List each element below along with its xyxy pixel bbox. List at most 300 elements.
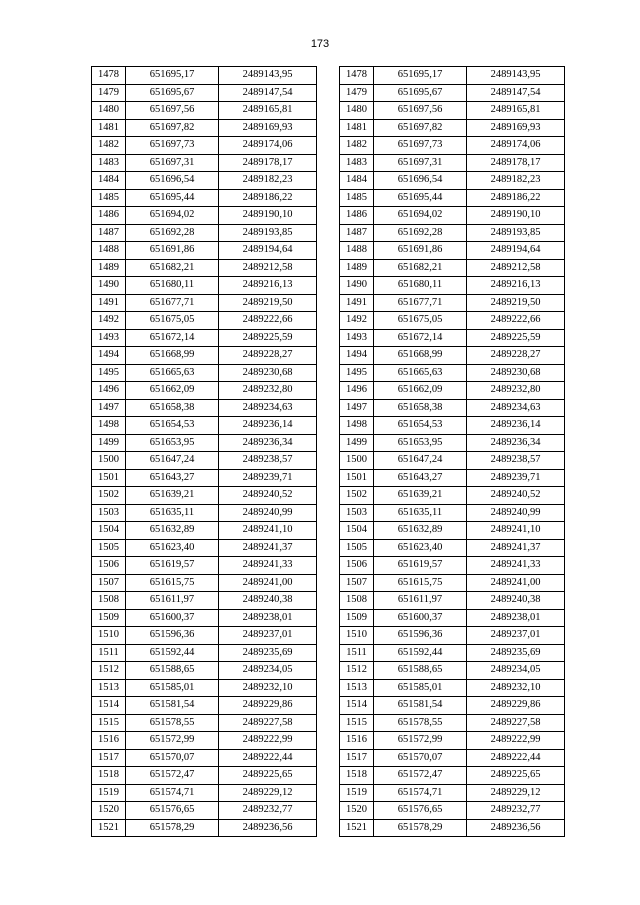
point-number-cell: 1485 — [340, 189, 374, 207]
y-coordinate-cell: 2489235,69 — [219, 644, 317, 662]
x-coordinate-cell: 651576,65 — [374, 802, 467, 820]
point-number-cell: 1496 — [340, 382, 374, 400]
y-coordinate-cell: 2489147,54 — [467, 84, 565, 102]
x-coordinate-cell: 651675,05 — [374, 312, 467, 330]
x-coordinate-cell: 651677,71 — [374, 294, 467, 312]
table-row — [92, 487, 317, 505]
table-row — [92, 364, 317, 382]
table-row — [92, 714, 317, 732]
point-number-cell: 1515 — [340, 714, 374, 732]
y-coordinate-cell: 2489237,01 — [219, 627, 317, 645]
x-coordinate-cell: 651619,57 — [126, 557, 219, 575]
point-number-cell: 1493 — [92, 329, 126, 347]
x-coordinate-cell: 651635,11 — [126, 504, 219, 522]
table-row — [340, 697, 565, 715]
x-coordinate-cell: 651570,07 — [126, 749, 219, 767]
y-coordinate-cell: 2489237,01 — [467, 627, 565, 645]
point-number-cell: 1518 — [340, 767, 374, 785]
point-number-cell: 1512 — [92, 662, 126, 680]
x-coordinate-cell: 651654,53 — [374, 417, 467, 435]
table-row — [340, 137, 565, 155]
point-number-cell: 1507 — [92, 574, 126, 592]
y-coordinate-cell: 2489182,23 — [219, 172, 317, 190]
x-coordinate-cell: 651588,65 — [374, 662, 467, 680]
table-row — [92, 679, 317, 697]
table-row — [92, 242, 317, 260]
y-coordinate-cell: 2489222,44 — [219, 749, 317, 767]
x-coordinate-cell: 651695,67 — [126, 84, 219, 102]
x-coordinate-cell: 651696,54 — [374, 172, 467, 190]
point-number-cell: 1506 — [340, 557, 374, 575]
point-number-cell: 1509 — [340, 609, 374, 627]
y-coordinate-cell: 2489239,71 — [467, 469, 565, 487]
x-coordinate-cell: 651694,02 — [126, 207, 219, 225]
point-number-cell: 1506 — [92, 557, 126, 575]
y-coordinate-cell: 2489236,34 — [467, 434, 565, 452]
x-coordinate-cell: 651578,29 — [126, 819, 219, 837]
table-row — [340, 732, 565, 750]
table-row — [340, 662, 565, 680]
y-coordinate-cell: 2489232,80 — [467, 382, 565, 400]
y-coordinate-cell: 2489229,12 — [467, 784, 565, 802]
y-coordinate-cell: 2489143,95 — [467, 67, 565, 85]
point-number-cell: 1500 — [92, 452, 126, 470]
point-number-cell: 1491 — [340, 294, 374, 312]
table-row — [92, 469, 317, 487]
point-number-cell: 1505 — [92, 539, 126, 557]
y-coordinate-cell: 2489143,95 — [219, 67, 317, 85]
x-coordinate-cell: 651654,53 — [126, 417, 219, 435]
point-number-cell: 1483 — [92, 154, 126, 172]
x-coordinate-cell: 651585,01 — [374, 679, 467, 697]
y-coordinate-cell: 2489222,66 — [467, 312, 565, 330]
y-coordinate-cell: 2489229,86 — [467, 697, 565, 715]
point-number-cell: 1478 — [92, 67, 126, 85]
point-number-cell: 1484 — [92, 172, 126, 190]
x-coordinate-cell: 651635,11 — [374, 504, 467, 522]
table-row — [340, 592, 565, 610]
x-coordinate-cell: 651623,40 — [374, 539, 467, 557]
x-coordinate-cell: 651694,02 — [374, 207, 467, 225]
x-coordinate-cell: 651600,37 — [374, 609, 467, 627]
y-coordinate-cell: 2489241,00 — [219, 574, 317, 592]
point-number-cell: 1488 — [92, 242, 126, 260]
point-number-cell: 1518 — [92, 767, 126, 785]
y-coordinate-cell: 2489241,37 — [219, 539, 317, 557]
y-coordinate-cell: 2489228,27 — [467, 347, 565, 365]
point-number-cell: 1497 — [92, 399, 126, 417]
x-coordinate-cell: 651672,14 — [126, 329, 219, 347]
table-row — [340, 627, 565, 645]
y-coordinate-cell: 2489194,64 — [219, 242, 317, 260]
point-number-cell: 1498 — [340, 417, 374, 435]
table-row — [92, 207, 317, 225]
x-coordinate-cell: 651695,17 — [374, 67, 467, 85]
point-number-cell: 1479 — [340, 84, 374, 102]
point-number-cell: 1508 — [340, 592, 374, 610]
x-coordinate-cell: 651658,38 — [126, 399, 219, 417]
coordinates-table-right-body — [340, 67, 565, 837]
table-row — [92, 592, 317, 610]
table-row — [92, 67, 317, 85]
point-number-cell: 1502 — [92, 487, 126, 505]
x-coordinate-cell: 651570,07 — [374, 749, 467, 767]
table-row — [340, 417, 565, 435]
y-coordinate-cell: 2489174,06 — [219, 137, 317, 155]
point-number-cell: 1512 — [340, 662, 374, 680]
y-coordinate-cell: 2489227,58 — [467, 714, 565, 732]
table-row — [340, 469, 565, 487]
y-coordinate-cell: 2489240,38 — [219, 592, 317, 610]
table-row — [340, 189, 565, 207]
table-row — [340, 504, 565, 522]
y-coordinate-cell: 2489178,17 — [219, 154, 317, 172]
table-row — [92, 662, 317, 680]
point-number-cell: 1492 — [340, 312, 374, 330]
y-coordinate-cell: 2489241,00 — [467, 574, 565, 592]
table-row — [92, 399, 317, 417]
table-row — [92, 259, 317, 277]
y-coordinate-cell: 2489232,10 — [219, 679, 317, 697]
table-row — [340, 557, 565, 575]
x-coordinate-cell: 651691,86 — [126, 242, 219, 260]
x-coordinate-cell: 651653,95 — [126, 434, 219, 452]
x-coordinate-cell: 651643,27 — [374, 469, 467, 487]
table-row — [92, 557, 317, 575]
coordinates-table-left-body — [92, 67, 317, 837]
point-number-cell: 1480 — [340, 102, 374, 120]
y-coordinate-cell: 2489193,85 — [467, 224, 565, 242]
x-coordinate-cell: 651677,71 — [126, 294, 219, 312]
table-row — [340, 312, 565, 330]
point-number-cell: 1482 — [340, 137, 374, 155]
y-coordinate-cell: 2489229,12 — [219, 784, 317, 802]
y-coordinate-cell: 2489241,37 — [467, 539, 565, 557]
x-coordinate-cell: 651665,63 — [374, 364, 467, 382]
x-coordinate-cell: 651585,01 — [126, 679, 219, 697]
y-coordinate-cell: 2489222,66 — [219, 312, 317, 330]
x-coordinate-cell: 651697,56 — [126, 102, 219, 120]
point-number-cell: 1516 — [340, 732, 374, 750]
x-coordinate-cell: 651697,31 — [374, 154, 467, 172]
table-row — [92, 767, 317, 785]
x-coordinate-cell: 651574,71 — [126, 784, 219, 802]
x-coordinate-cell: 651572,99 — [374, 732, 467, 750]
table-row — [92, 382, 317, 400]
table-row — [92, 329, 317, 347]
point-number-cell: 1508 — [92, 592, 126, 610]
y-coordinate-cell: 2489236,14 — [219, 417, 317, 435]
table-row — [340, 364, 565, 382]
point-number-cell: 1515 — [92, 714, 126, 732]
y-coordinate-cell: 2489232,77 — [467, 802, 565, 820]
table-row — [92, 504, 317, 522]
point-number-cell: 1482 — [92, 137, 126, 155]
point-number-cell: 1519 — [340, 784, 374, 802]
table-row — [92, 119, 317, 137]
y-coordinate-cell: 2489230,68 — [467, 364, 565, 382]
x-coordinate-cell: 651619,57 — [374, 557, 467, 575]
x-coordinate-cell: 651611,97 — [126, 592, 219, 610]
x-coordinate-cell: 651596,36 — [374, 627, 467, 645]
table-row — [340, 522, 565, 540]
point-number-cell: 1499 — [340, 434, 374, 452]
y-coordinate-cell: 2489225,65 — [219, 767, 317, 785]
table-row — [92, 609, 317, 627]
y-coordinate-cell: 2489212,58 — [467, 259, 565, 277]
table-row — [340, 67, 565, 85]
y-coordinate-cell: 2489222,44 — [467, 749, 565, 767]
y-coordinate-cell: 2489182,23 — [467, 172, 565, 190]
table-row — [92, 539, 317, 557]
y-coordinate-cell: 2489239,71 — [219, 469, 317, 487]
x-coordinate-cell: 651695,17 — [126, 67, 219, 85]
y-coordinate-cell: 2489228,27 — [219, 347, 317, 365]
point-number-cell: 1490 — [340, 277, 374, 295]
y-coordinate-cell: 2489212,58 — [219, 259, 317, 277]
x-coordinate-cell: 651592,44 — [126, 644, 219, 662]
x-coordinate-cell: 651572,99 — [126, 732, 219, 750]
point-number-cell: 1478 — [340, 67, 374, 85]
x-coordinate-cell: 651680,11 — [374, 277, 467, 295]
x-coordinate-cell: 651578,55 — [374, 714, 467, 732]
y-coordinate-cell: 2489174,06 — [467, 137, 565, 155]
y-coordinate-cell: 2489186,22 — [467, 189, 565, 207]
y-coordinate-cell: 2489232,10 — [467, 679, 565, 697]
table-row — [340, 609, 565, 627]
point-number-cell: 1488 — [340, 242, 374, 260]
table-row — [92, 189, 317, 207]
y-coordinate-cell: 2489234,05 — [219, 662, 317, 680]
table-row — [92, 154, 317, 172]
point-number-cell: 1513 — [340, 679, 374, 697]
point-number-cell: 1492 — [92, 312, 126, 330]
point-number-cell: 1510 — [340, 627, 374, 645]
x-coordinate-cell: 651653,95 — [374, 434, 467, 452]
x-coordinate-cell: 651697,82 — [126, 119, 219, 137]
table-row — [340, 487, 565, 505]
table-row — [92, 627, 317, 645]
x-coordinate-cell: 651581,54 — [126, 697, 219, 715]
table-row — [92, 784, 317, 802]
table-row — [340, 767, 565, 785]
y-coordinate-cell: 2489219,50 — [467, 294, 565, 312]
y-coordinate-cell: 2489194,64 — [467, 242, 565, 260]
table-row — [92, 347, 317, 365]
x-coordinate-cell: 651639,21 — [374, 487, 467, 505]
x-coordinate-cell: 651576,65 — [126, 802, 219, 820]
table-row — [92, 102, 317, 120]
x-coordinate-cell: 651680,11 — [126, 277, 219, 295]
y-coordinate-cell: 2489236,34 — [219, 434, 317, 452]
table-row — [340, 452, 565, 470]
point-number-cell: 1495 — [340, 364, 374, 382]
y-coordinate-cell: 2489190,10 — [467, 207, 565, 225]
table-row — [92, 452, 317, 470]
page-number: 173 — [310, 38, 330, 50]
point-number-cell: 1484 — [340, 172, 374, 190]
table-row — [92, 312, 317, 330]
point-number-cell: 1501 — [340, 469, 374, 487]
coordinates-table-left — [91, 66, 317, 837]
x-coordinate-cell: 651682,21 — [126, 259, 219, 277]
table-row — [92, 697, 317, 715]
point-number-cell: 1514 — [340, 697, 374, 715]
table-row — [340, 102, 565, 120]
x-coordinate-cell: 651662,09 — [126, 382, 219, 400]
y-coordinate-cell: 2489241,10 — [219, 522, 317, 540]
point-number-cell: 1503 — [340, 504, 374, 522]
x-coordinate-cell: 651615,75 — [374, 574, 467, 592]
x-coordinate-cell: 651697,31 — [126, 154, 219, 172]
table-row — [340, 539, 565, 557]
point-number-cell: 1504 — [92, 522, 126, 540]
table-row — [340, 207, 565, 225]
table-row — [92, 819, 317, 837]
table-row — [340, 819, 565, 837]
y-coordinate-cell: 2489241,33 — [467, 557, 565, 575]
y-coordinate-cell: 2489219,50 — [219, 294, 317, 312]
table-row — [92, 277, 317, 295]
y-coordinate-cell: 2489222,99 — [467, 732, 565, 750]
point-number-cell: 1510 — [92, 627, 126, 645]
x-coordinate-cell: 651632,89 — [126, 522, 219, 540]
table-row — [340, 749, 565, 767]
y-coordinate-cell: 2489236,14 — [467, 417, 565, 435]
y-coordinate-cell: 2489169,93 — [467, 119, 565, 137]
table-row — [92, 434, 317, 452]
y-coordinate-cell: 2489222,99 — [219, 732, 317, 750]
table-row — [92, 574, 317, 592]
table-row — [92, 802, 317, 820]
point-number-cell: 1481 — [92, 119, 126, 137]
table-row — [340, 784, 565, 802]
y-coordinate-cell: 2489165,81 — [219, 102, 317, 120]
table-row — [340, 399, 565, 417]
coordinates-table-right — [339, 66, 565, 837]
point-number-cell: 1513 — [92, 679, 126, 697]
point-number-cell: 1486 — [92, 207, 126, 225]
x-coordinate-cell: 651578,29 — [374, 819, 467, 837]
y-coordinate-cell: 2489240,52 — [467, 487, 565, 505]
point-number-cell: 1498 — [92, 417, 126, 435]
y-coordinate-cell: 2489193,85 — [219, 224, 317, 242]
x-coordinate-cell: 651588,65 — [126, 662, 219, 680]
point-number-cell: 1494 — [340, 347, 374, 365]
y-coordinate-cell: 2489234,63 — [219, 399, 317, 417]
table-row — [340, 224, 565, 242]
table-row — [340, 294, 565, 312]
table-row — [340, 714, 565, 732]
x-coordinate-cell: 651578,55 — [126, 714, 219, 732]
table-row — [340, 802, 565, 820]
point-number-cell: 1493 — [340, 329, 374, 347]
point-number-cell: 1517 — [92, 749, 126, 767]
table-row — [340, 644, 565, 662]
y-coordinate-cell: 2489241,10 — [467, 522, 565, 540]
x-coordinate-cell: 651675,05 — [126, 312, 219, 330]
table-row — [340, 84, 565, 102]
x-coordinate-cell: 651695,44 — [374, 189, 467, 207]
x-coordinate-cell: 651572,47 — [374, 767, 467, 785]
table-row — [340, 347, 565, 365]
y-coordinate-cell: 2489236,56 — [467, 819, 565, 837]
x-coordinate-cell: 651697,56 — [374, 102, 467, 120]
x-coordinate-cell: 651615,75 — [126, 574, 219, 592]
point-number-cell: 1519 — [92, 784, 126, 802]
point-number-cell: 1501 — [92, 469, 126, 487]
table-row — [92, 137, 317, 155]
table-row — [92, 732, 317, 750]
x-coordinate-cell: 651697,73 — [374, 137, 467, 155]
x-coordinate-cell: 651662,09 — [374, 382, 467, 400]
table-row — [340, 242, 565, 260]
point-number-cell: 1511 — [92, 644, 126, 662]
y-coordinate-cell: 2489240,52 — [219, 487, 317, 505]
point-number-cell: 1479 — [92, 84, 126, 102]
table-row — [340, 329, 565, 347]
y-coordinate-cell: 2489225,59 — [467, 329, 565, 347]
x-coordinate-cell: 651695,67 — [374, 84, 467, 102]
y-coordinate-cell: 2489178,17 — [467, 154, 565, 172]
point-number-cell: 1511 — [340, 644, 374, 662]
y-coordinate-cell: 2489216,13 — [467, 277, 565, 295]
y-coordinate-cell: 2489225,65 — [467, 767, 565, 785]
y-coordinate-cell: 2489169,93 — [219, 119, 317, 137]
table-row — [92, 84, 317, 102]
point-number-cell: 1520 — [92, 802, 126, 820]
x-coordinate-cell: 651692,28 — [374, 224, 467, 242]
table-row — [92, 417, 317, 435]
x-coordinate-cell: 651668,99 — [374, 347, 467, 365]
x-coordinate-cell: 651574,71 — [374, 784, 467, 802]
y-coordinate-cell: 2489240,99 — [467, 504, 565, 522]
point-number-cell: 1514 — [92, 697, 126, 715]
y-coordinate-cell: 2489240,99 — [219, 504, 317, 522]
point-number-cell: 1487 — [92, 224, 126, 242]
point-number-cell: 1486 — [340, 207, 374, 225]
y-coordinate-cell: 2489229,86 — [219, 697, 317, 715]
table-row — [340, 277, 565, 295]
table-row — [340, 119, 565, 137]
point-number-cell: 1487 — [340, 224, 374, 242]
table-row — [92, 644, 317, 662]
table-row — [340, 679, 565, 697]
y-coordinate-cell: 2489236,56 — [219, 819, 317, 837]
y-coordinate-cell: 2489165,81 — [467, 102, 565, 120]
point-number-cell: 1502 — [340, 487, 374, 505]
x-coordinate-cell: 651692,28 — [126, 224, 219, 242]
table-row — [92, 172, 317, 190]
point-number-cell: 1516 — [92, 732, 126, 750]
point-number-cell: 1489 — [92, 259, 126, 277]
x-coordinate-cell: 651695,44 — [126, 189, 219, 207]
table-row — [92, 749, 317, 767]
y-coordinate-cell: 2489235,69 — [467, 644, 565, 662]
x-coordinate-cell: 651697,82 — [374, 119, 467, 137]
point-number-cell: 1496 — [92, 382, 126, 400]
point-number-cell: 1499 — [92, 434, 126, 452]
point-number-cell: 1481 — [340, 119, 374, 137]
x-coordinate-cell: 651596,36 — [126, 627, 219, 645]
x-coordinate-cell: 651623,40 — [126, 539, 219, 557]
x-coordinate-cell: 651668,99 — [126, 347, 219, 365]
y-coordinate-cell: 2489238,57 — [219, 452, 317, 470]
table-row — [92, 522, 317, 540]
table-row — [340, 259, 565, 277]
table-row — [92, 294, 317, 312]
point-number-cell: 1491 — [92, 294, 126, 312]
